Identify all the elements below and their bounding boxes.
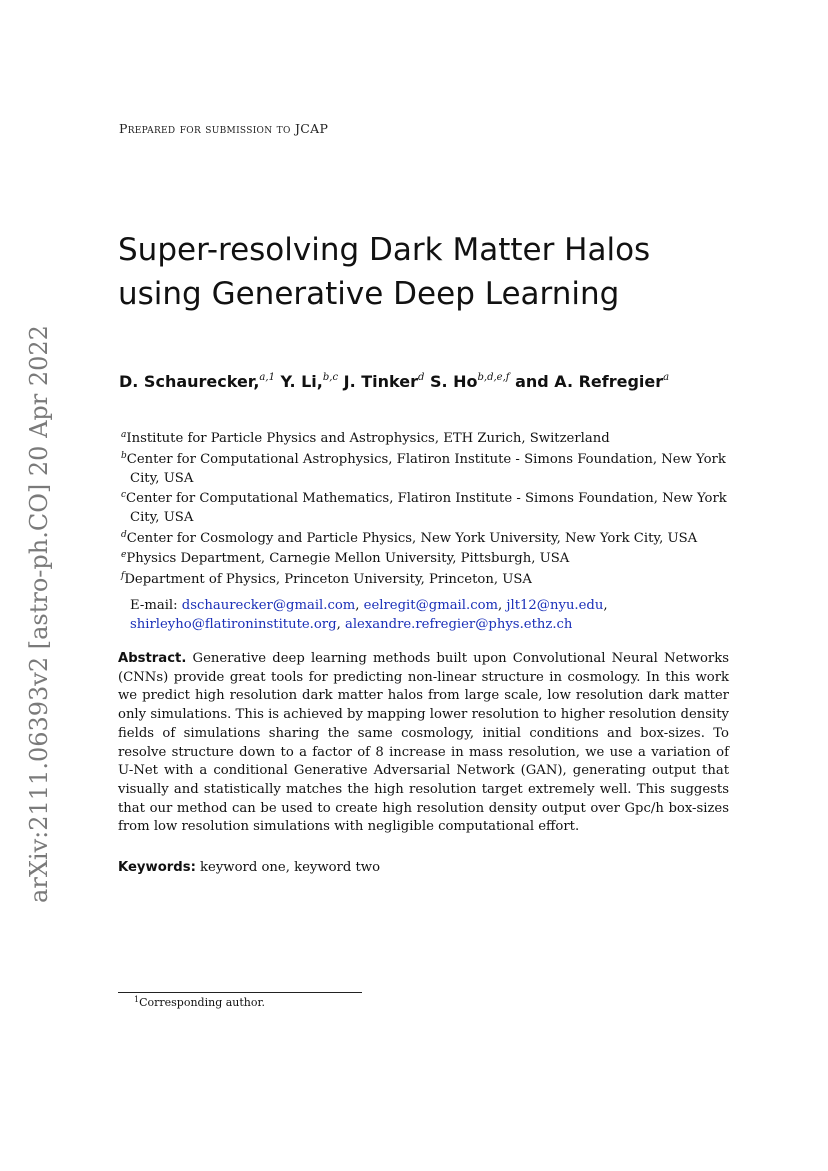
- email-link[interactable]: shirleyho@flatironinstitute.org: [130, 617, 337, 632]
- keywords-label: Keywords:: [118, 860, 196, 875]
- email-link[interactable]: eelregit@gmail.com: [363, 598, 499, 613]
- affiliation: [121, 549, 731, 568]
- affiliation-mark: e: [121, 550, 127, 560]
- author-affil-mark: b,c: [322, 372, 339, 383]
- abstract-label: Abstract.: [118, 651, 187, 666]
- affiliation: [121, 450, 731, 488]
- submission-note: Prepared for submission to JCAP: [119, 121, 329, 136]
- keywords: [118, 860, 380, 875]
- author-name: Y. Li,: [280, 372, 323, 391]
- email-link[interactable]: dschaurecker@gmail.com: [181, 598, 356, 613]
- affiliation-text: Department of Physics, Princeton University, Princeton, USA: [124, 571, 532, 587]
- affiliation-mark: c: [121, 490, 127, 500]
- affiliation-text: Center for Cosmology and Particle Physics, New York University, New York City, USA: [126, 530, 698, 546]
- author-affil-mark: d: [417, 372, 425, 383]
- author-name: J. Tinker: [343, 372, 418, 391]
- author-name: D. Schaurecker,: [119, 372, 260, 391]
- affiliation-text: Physics Department, Carnegie Mellon University, Pittsburgh, USA: [126, 551, 570, 566]
- email-link[interactable]: alexandre.refregier@phys.ethz.ch: [344, 617, 573, 632]
- abstract: [118, 650, 729, 837]
- affiliation-mark: a: [121, 430, 127, 440]
- arxiv-identifier: arXiv:2111.06393v2 [astro-ph.CO] 20 Apr 2022: [25, 325, 54, 903]
- title-line-1: Super-resolving Dark Matter Halos: [118, 232, 651, 268]
- email-label: E-mail:: [130, 598, 178, 613]
- paper-title: [118, 228, 758, 316]
- email-block: E-mail: dschaurecker@gmail.com, eelregit@gmail.com, jlt12@nyu.edu, shirleyho@flatironinstitute.org, alexandre.refregier@phys.ethz.ch: [130, 598, 608, 632]
- affiliation-mark: f: [121, 570, 125, 581]
- affiliation-mark: d: [121, 529, 127, 540]
- affiliation-text: Center for Computational Mathematics, Flatiron Institute - Simons Foundation, New York City, USA: [126, 491, 727, 525]
- arxiv-sidebar: [22, 325, 56, 903]
- footnote-text: Corresponding author.: [139, 996, 266, 1009]
- affiliation: [121, 529, 731, 548]
- footnote-rule: [118, 992, 362, 993]
- keywords-text: keyword one, keyword two: [200, 860, 381, 875]
- title-line-2: using Generative Deep Learning: [118, 276, 620, 312]
- affiliation-list: [121, 429, 731, 590]
- abstract-text: Generative deep learning methods built upon Convolutional Neural Networks (CNNs) provide great tools for predicting non-linear structure in cosmology. In this work we predict high resolution dark matter halos from large scale, low resolution dark matter only simulations. This is achieved by mapping lower resolution to higher resolution density fields of simulations sharing the same cosmology, initial conditions and box-sizes. To resolve structure down to a factor of 8 increase in mass resolution, we use a variation of U-Net with a conditional Generative Adversarial Network (GAN), generating output that visually and statistically matches the high resolution target extremely well. This suggests that our method can be used to create high resolution density output over Gpc/h box-sizes from low resolution simulations with negligible computational effort.: [118, 651, 729, 835]
- footnote: [134, 996, 265, 1009]
- email-link[interactable]: jlt12@nyu.edu: [506, 598, 604, 613]
- affiliation-text: Center for Computational Astrophysics, Flatiron Institute - Simons Foundation, New York City, USA: [126, 451, 726, 486]
- affiliation: [121, 429, 731, 448]
- author-name: and A. Refregier: [515, 372, 664, 391]
- affiliation: [121, 570, 731, 589]
- author-affil-mark: a: [663, 372, 670, 383]
- footnote-mark: 1: [134, 995, 140, 1004]
- author-affil-mark: a,1: [259, 372, 275, 383]
- affiliation-mark: b: [121, 450, 127, 461]
- affiliation: [121, 489, 731, 527]
- author-affil-mark: b,d,e,f: [477, 372, 510, 383]
- affiliation-text: Institute for Particle Physics and Astrophysics, ETH Zurich, Switzerland: [126, 431, 610, 446]
- author-name: S. Ho: [429, 372, 478, 391]
- author-list: [119, 370, 739, 393]
